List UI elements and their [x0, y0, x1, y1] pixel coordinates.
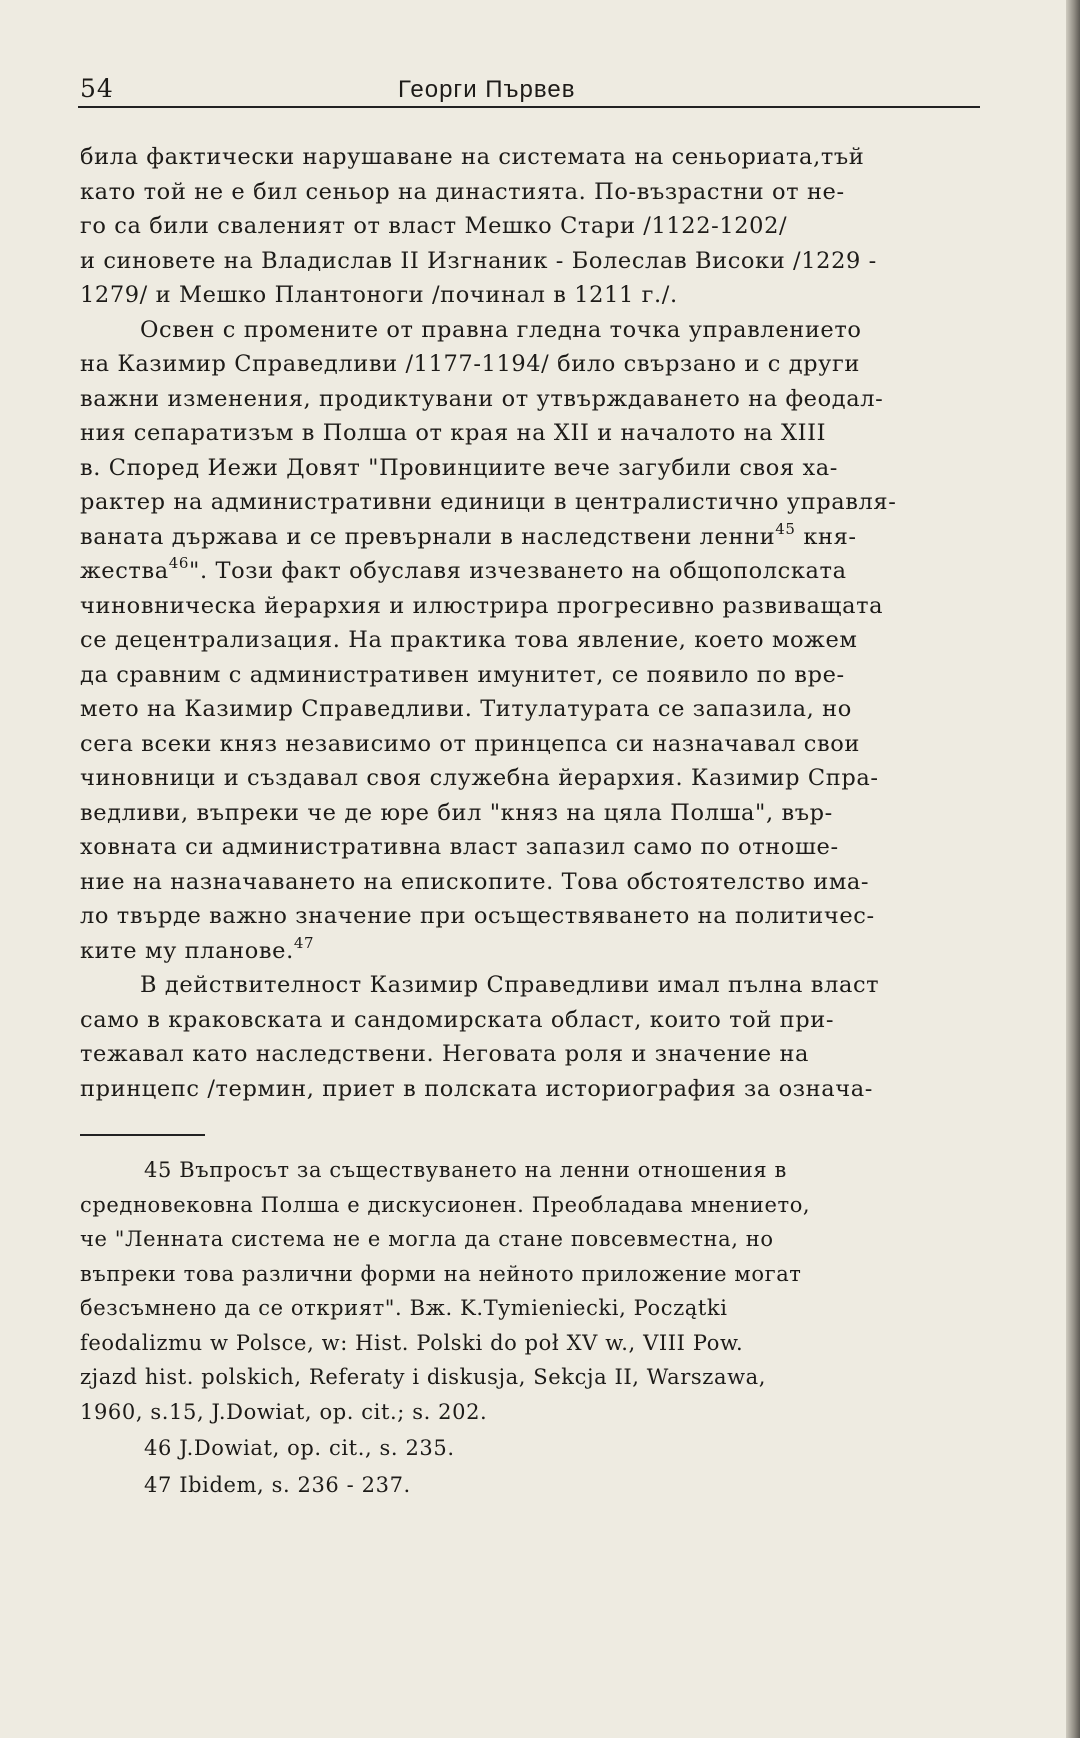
footnote-ref-46: 46	[168, 554, 190, 572]
footnote-line: безсъмнено да се открият". Вж. K.Tymieniecki, Początki	[80, 1296, 728, 1320]
text-line: ния сепаратизъм в Полша от края на XII и началото на XIII	[80, 420, 827, 446]
text-segment: кня-	[795, 523, 857, 550]
text-line: рактер на административни единици в централистично управля-	[80, 489, 897, 515]
footnote-47: 47 Ibidem, s. 236 - 237.	[144, 1472, 411, 1497]
text-line: ло твърде важно значение при осъществяването на политичес-	[80, 903, 875, 929]
footnote-line: feodalizmu w Polsce, w: Hist. Polski do poł XV w., VIII Pow.	[80, 1330, 744, 1355]
text-line: важни изменения, продиктувани от утвърждаването на феодал-	[80, 385, 884, 412]
running-head: Георги Първев	[398, 76, 576, 103]
footnote-line: че "Ленната система не е могла да стане повсевместна, но	[80, 1227, 774, 1251]
text-line: на Казимир Справедливи /1177-1194/ било свързано и с други	[80, 351, 861, 377]
text-line: чиновническа йерархия и илюстрира прогресивно развиващата	[80, 592, 884, 619]
text-line-with-note	[80, 554, 1020, 589]
text-line: да сравним с административен имунитет, се появило по вре-	[80, 661, 845, 688]
text-segment: ките му планове.	[80, 937, 294, 964]
text-line: ведливи, въпреки че де юре бил "княз на цяла Полша", вър-	[80, 799, 833, 826]
footnote-46: 46 J.Dowiat, op. cit., s. 235.	[144, 1436, 455, 1460]
text-line: го са били свалeният от власт Мешко Стари /1122-1202/	[80, 213, 788, 239]
footnote-ref-45: 45	[775, 519, 796, 538]
text-line: ховната си административна власт запазил само по отноше-	[80, 834, 839, 860]
paragraph-start: В действителност Казимир Справедливи имал пълна власт	[140, 972, 880, 998]
text-line: 1279/ и Мешко Плантоноги /починал в 1211 г./.	[80, 282, 678, 308]
text-line: като той не е бил сеньор на династията. По-възрастни от не-	[80, 178, 845, 205]
text-line: и синовете на Владислав II Изгнаник - Болеслав Високи /1229 -	[80, 247, 877, 274]
text-segment: жества	[80, 558, 169, 584]
text-segment: ". Този факт обуславя изчезването на общополската	[189, 558, 847, 584]
text-line: ние на назначаването на епископите. Това обстоятелство имa-	[80, 868, 870, 895]
main-text	[80, 140, 1020, 1106]
footnote-ref-47: 47	[293, 933, 315, 952]
text-line: мето на Казимир Справедливи. Титулатурата се запазила, но	[80, 696, 852, 722]
page-number: 54	[80, 74, 114, 103]
text-line: принцепс /термин, приет в полската историография за означа-	[80, 1075, 873, 1102]
footnote-line: въпреки това различни форми на нейното приложение могат	[80, 1261, 802, 1286]
footnote-line: zjazd hist. polskich, Referaty i diskusja, Sekcja II, Warszawa,	[80, 1365, 767, 1389]
text-line-with-note	[80, 934, 1020, 969]
text-line: сега всеки княз независимо от принцепса си назначавал свои	[80, 730, 860, 757]
footnote-separator	[80, 1134, 205, 1136]
footnote-line: 1960, s.15, J.Dowiat, op. cit.; s. 202.	[80, 1399, 488, 1424]
text-line: тежавал като наследствени. Неговата роля и значение на	[80, 1041, 810, 1067]
footnote-45: 45 Въпросът за съществуването на ленни отношения в	[144, 1158, 787, 1182]
paragraph-start: Освен с промените от правна гледна точка управлението	[140, 316, 862, 343]
text-line: в. Според Иежи Довят "Провинциите вече загубили своя ха-	[80, 454, 838, 481]
text-line-with-note	[80, 520, 1020, 555]
text-line: само в краковската и сандомирската област, които той при-	[80, 1006, 835, 1033]
page-edge-shadow	[1066, 0, 1080, 1738]
footnote-line: средновековна Полша е дискусионен. Преобладава мнението,	[80, 1192, 811, 1217]
text-line: била фактически нарушаване на системата на сеньориата,тъй	[80, 144, 865, 170]
page-header	[78, 70, 980, 108]
text-line: се децентрализация. На практика това явление, което можем	[80, 627, 858, 653]
footnotes	[80, 1154, 1020, 1503]
text-segment: ваната държава и се превърнали в наследствени ленни	[80, 523, 776, 550]
text-line: чиновници и създавал своя служебна йерархия. Казимир Спра-	[80, 765, 879, 791]
